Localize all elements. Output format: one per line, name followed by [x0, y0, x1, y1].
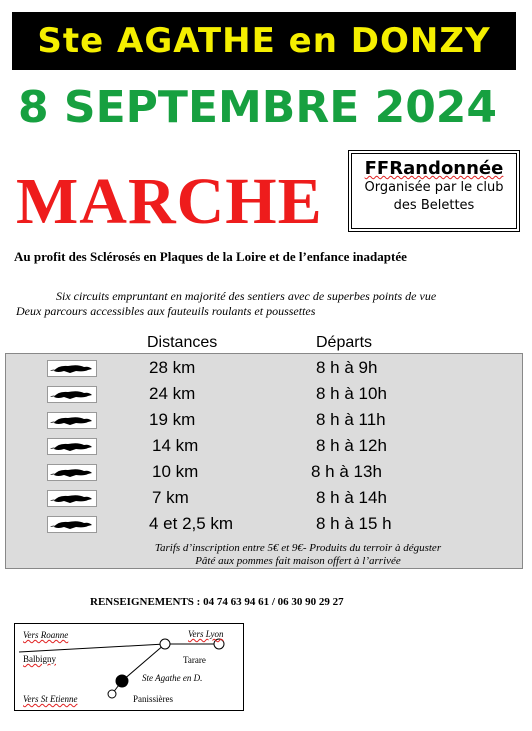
table-row: [6, 435, 522, 461]
banner-title: Ste AGATHE en DONZY: [37, 21, 491, 61]
ffrando-title: FFRandonnée: [364, 158, 504, 179]
map-label-ste-agathe: Ste Agathe en D.: [142, 673, 203, 683]
tarifs-line1: Tarifs d’inscription entre 5€ et 9€- Produits du terroir à déguster: [154, 542, 442, 554]
ffrando-line2: des Belettes: [393, 198, 475, 213]
map-label-lyon: Vers Lyon: [188, 629, 224, 639]
row-distance: 28 km: [149, 358, 196, 377]
weasel-icon: [47, 360, 97, 377]
table-row: [6, 513, 522, 539]
title-banner: [12, 12, 516, 70]
map-node: [108, 690, 116, 698]
tarifs-text: [98, 542, 498, 568]
circuits-line2: Deux parcours accessibles aux fauteuils roulants et poussettes: [16, 304, 316, 318]
row-depart: 8 h à 11h: [316, 410, 386, 429]
row-distance: 14 km: [152, 436, 199, 455]
header-departs: Départs: [316, 334, 373, 351]
map-node: [160, 639, 170, 649]
weasel-icon: [47, 438, 97, 455]
circuits-line1: Six circuits empruntant en majorité des sentiers avec de superbes points de vue: [56, 289, 437, 303]
weasel-icon: [47, 490, 97, 507]
row-depart: 8 h à 10h: [316, 384, 387, 403]
row-depart: 8 h à 14h: [316, 488, 387, 507]
renseignements-text: RENSEIGNEMENTS : 04 74 63 94 61 / 06 30 90 29 27: [90, 596, 344, 608]
row-depart: 8 h à 15 h: [316, 514, 392, 533]
map-label-roanne: Vers Roanne: [23, 630, 69, 640]
row-distance: 10 km: [152, 462, 199, 481]
table-row: [6, 409, 522, 435]
weasel-icon: [47, 516, 97, 533]
map-label-panissieres: Panissières: [133, 694, 173, 704]
weasel-icon: [47, 464, 97, 481]
schedule-table: [5, 353, 523, 569]
access-map: [14, 623, 244, 711]
row-distance: 19 km: [149, 410, 196, 429]
map-label-st-etienne: Vers St Etienne: [23, 694, 78, 704]
map-node: [214, 639, 224, 649]
map-label-tarare: Tarare: [183, 655, 206, 665]
row-depart: 8 h à 12h: [316, 436, 387, 455]
map-label-balbigny: Balbigny: [23, 654, 56, 664]
ffrando-line1: Organisée par le club: [364, 180, 504, 195]
row-depart: 8 h à 13h: [311, 462, 382, 481]
table-row: [6, 357, 522, 383]
row-depart: 8 h à 9h: [316, 358, 378, 377]
circuits-text: [16, 289, 526, 319]
row-distance: 7 km: [152, 488, 189, 507]
table-row: [6, 487, 522, 513]
tarifs-line2: Pâté aux pommes fait maison offert à l’arrivée: [195, 555, 401, 567]
profit-text: Au profit des Sclérosés en Plaques de la Loire et de l’enfance inadaptée: [14, 249, 407, 264]
weasel-icon: [47, 412, 97, 429]
table-row: [6, 461, 522, 487]
row-distance: 24 km: [149, 384, 196, 403]
header-distances: Distances: [147, 334, 218, 351]
weasel-icon: [47, 386, 97, 403]
event-date: 8 SEPTEMBRE 2024: [18, 82, 498, 133]
map-node-ste-agathe: [116, 675, 128, 687]
row-distance: 4 et 2,5 km: [149, 514, 234, 533]
table-row: [6, 383, 522, 409]
event-type: MARCHE: [16, 165, 323, 238]
ffrandonnee-box: [348, 150, 520, 232]
